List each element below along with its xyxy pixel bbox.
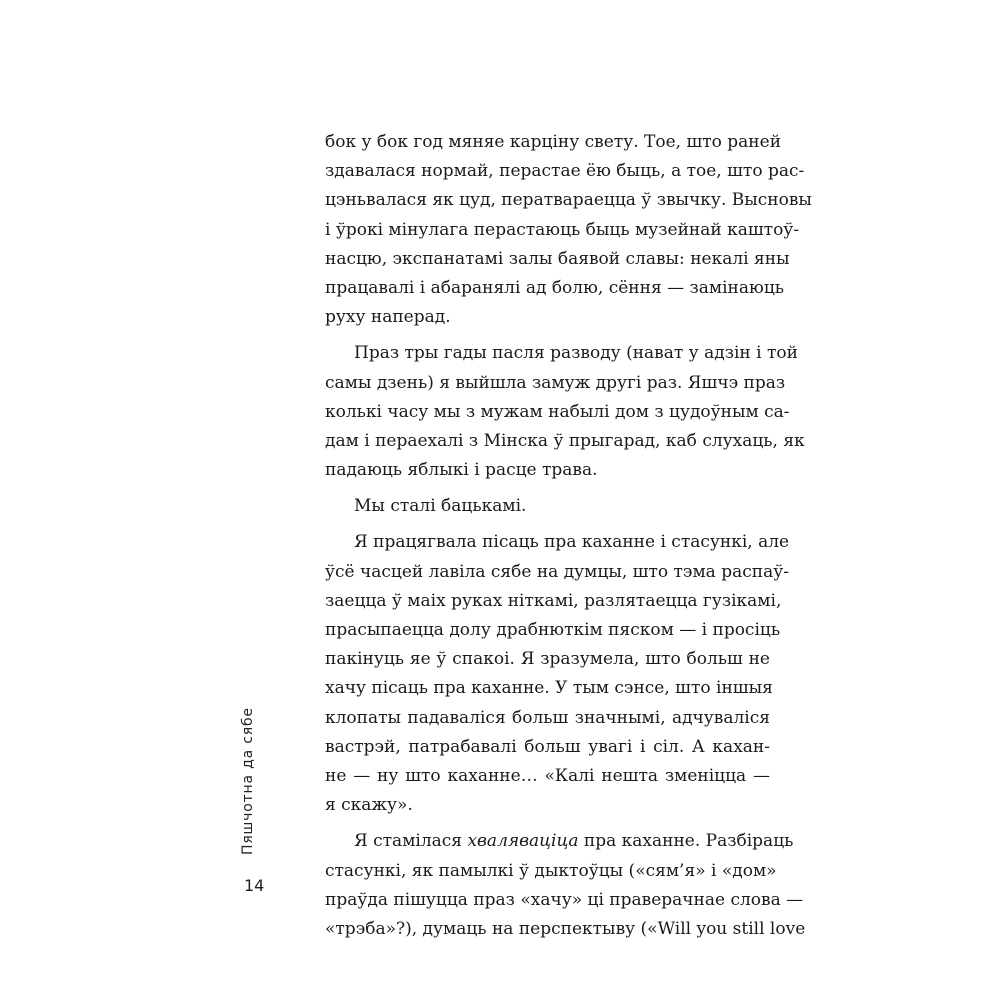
body-text — [325, 128, 812, 944]
text-line: колькі часу мы з мужам набылі дом з цудоўным са- — [325, 401, 790, 422]
page-number: 14 — [244, 876, 265, 895]
text-line: Я працягвала пісаць пра каханне і стасункі, але — [354, 532, 790, 553]
text-line: здавалася нормай, перастае ёю быць, а тое, што рас- — [325, 161, 805, 182]
paragraph — [325, 492, 770, 521]
text-line: цэньвалася як цуд, ператвараецца ў звычку. Высновы — [325, 190, 812, 211]
running-head: Пяшчотна да сябе — [240, 707, 256, 855]
paragraph — [325, 827, 806, 944]
text-line: дам і пераехалі з Мінска ў прыгарад, каб слухаць, як — [325, 430, 805, 451]
text-line: «трэба»?), думаць на перспектыву («Will you still love — [325, 918, 806, 939]
text-line: руху наперад. — [325, 307, 451, 328]
text-line: самы дзень) я выйшла замуж другі раз. Яшчэ праз — [325, 372, 786, 393]
text-line: Мы сталі бацькамі. — [354, 496, 527, 517]
italic-word: хваляваціца — [467, 831, 579, 852]
paragraph — [325, 128, 812, 332]
text-line: пакінуць яе ў спакоі. Я зразумела, што больш не — [325, 649, 770, 670]
text-line: хачу пісаць пра каханне. У тым сэнсе, што іншыя — [325, 678, 773, 699]
text-line: працавалі і абаранялі ад болю, сёння — замінаюць — [325, 277, 784, 298]
text-line: прасыпаецца долу драбнюткім пяском — і просіць — [325, 620, 781, 640]
text-line: падаюць яблыкі і расце трава. — [325, 460, 598, 481]
text-line: насцю, экспанатамі залы баявой славы: некалі яны — [325, 248, 790, 269]
text-line: не — ну што каханне… «Калі нешта зменіцца — — [325, 765, 770, 786]
text-line: ўсё часцей лавіла сябе на думцы, што тэма распаў- — [325, 561, 789, 582]
paragraph — [325, 339, 805, 485]
text-line: і ўрокі мінулага перастаюць быць музейнай каштоў- — [325, 219, 800, 240]
text-line: бок у бок год мяняе карціну свету. Тое, што раней — [325, 132, 782, 152]
text-line: стасункі, як памылкі ў дыктоўцы («сям’я» і «дом» — [325, 860, 777, 881]
text-line: клопаты падаваліся больш значнымі, адчуваліся — [325, 707, 770, 728]
text-segment: пра каханне. Разбіраць — [578, 831, 794, 852]
text-line — [325, 827, 794, 856]
paragraph — [325, 528, 790, 820]
text-line: вастрэй, патрабавалі больш увагі і сіл. А кахан- — [325, 736, 770, 757]
text-line: Праз тры гады пасля разводу (нават у адзін і той — [354, 343, 798, 364]
text-line: заецца ў маіх руках ніткамі, разлятаецца гузікамі, — [325, 590, 782, 611]
text-line: праўда пішуцца праз «хачу» ці праверачнае слова — — [325, 889, 804, 910]
text-line: я скажу». — [325, 795, 413, 816]
text-segment: Я стамілася — [354, 831, 468, 852]
